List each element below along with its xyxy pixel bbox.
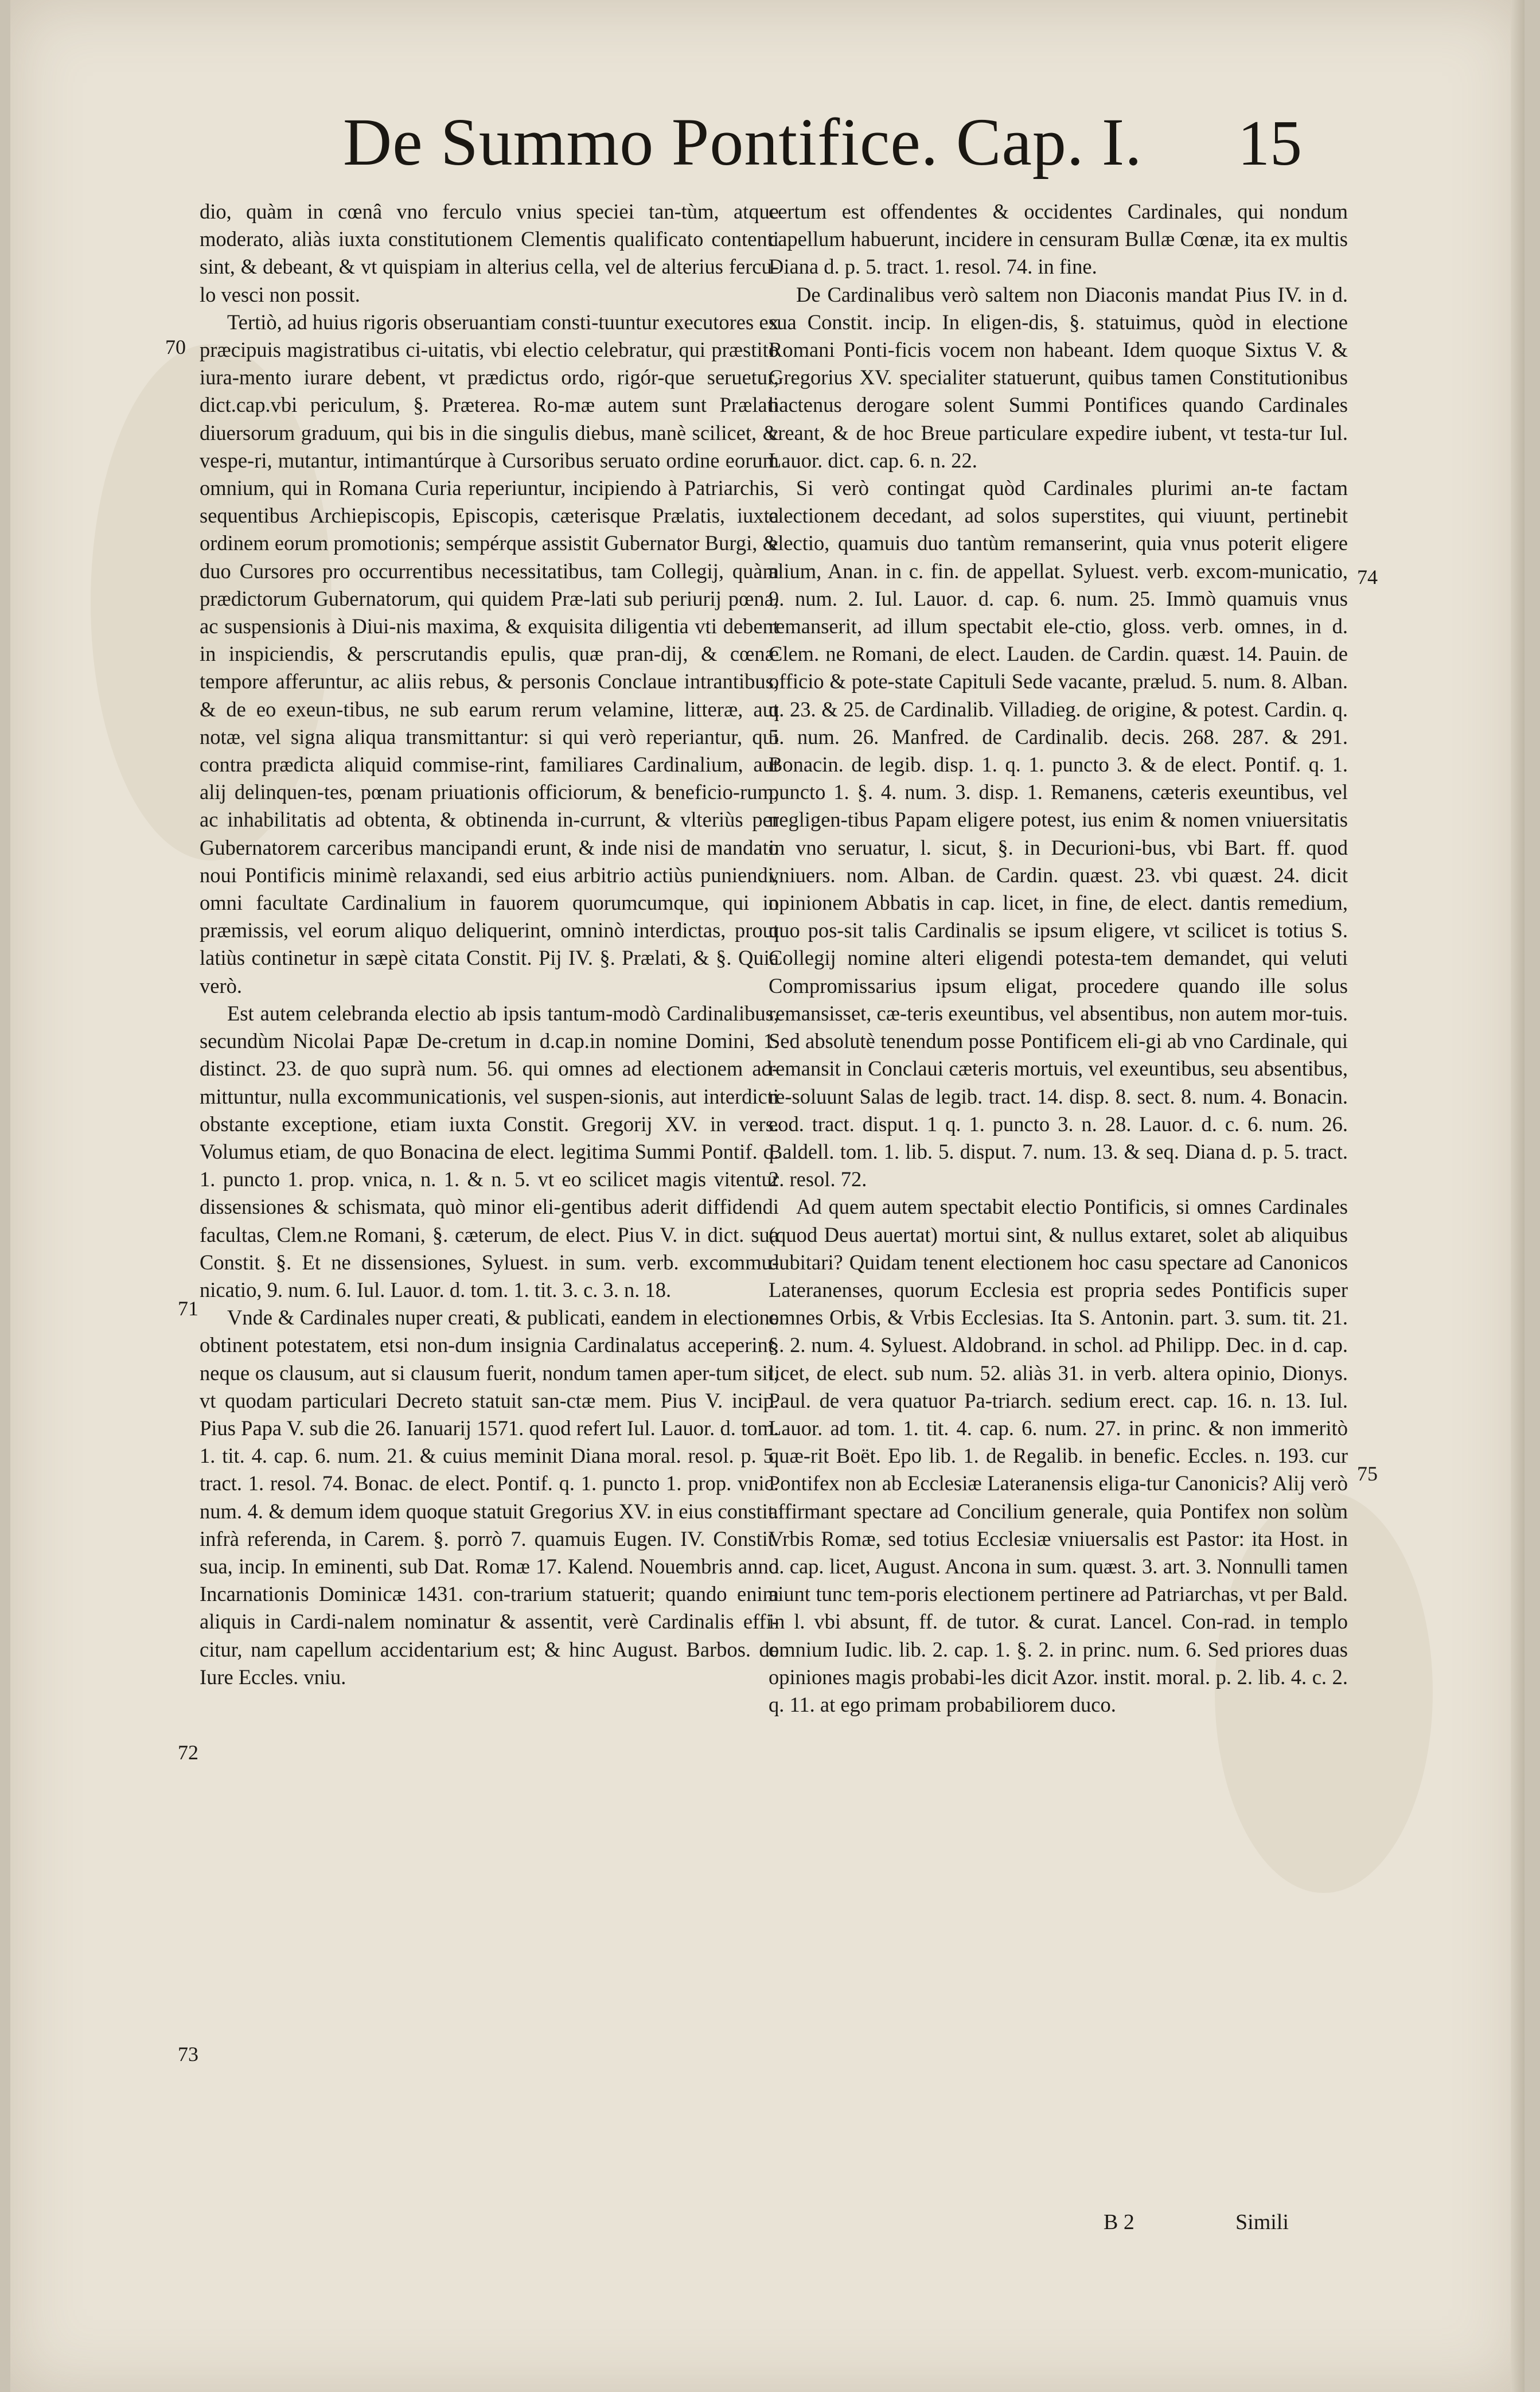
margin-number: 74: [1357, 566, 1378, 589]
paragraph: Si verò contingat quòd Cardinales plurimi an-te factam electionem decedant, ad solos superstites, qui viuunt, pertinebit electio, quamuis duo tantùm remanserint, quia vnus poterit eligere alium, Anan. in c. fin. de appellat. Syluest. verb. excom-municatio, 9. num. 2. Iul. Lauor. d. cap. 6. num. 25. Immò quamuis vnus remanserit, ad illum spectabit ele-ctio, gloss. verb. omnes, in d. Clem. ne Romani, de elect. Lauden. de Cardin. quæst. 14. Pauin. de officio & pote-state Capituli Sede vacante, prælud. 5. num. 8. Alban. q. 23. & 25. de Cardinalib. Villadieg. de origine, & potest. Cardin. q. 5. num. 26. Manfred. de Cardinalib. decis. 268. 287. & 291. Bonacin. de legib. disp. 1. q. 1. puncto 3. & de elect. Pontif. q. 1. puncto 1. §. 4. num. 3. disp. 1. Remanens, cæteris exeuntibus, vel negligen-tibus Papam eligere potest, ius enim & nomen vniuersitatis in vno seruatur, l. sicut, §. in Decurioni-bus, vbi Bart. ff. quod vniuers. nom. Alban. de Cardin. quæst. 23. vbi quæst. 24. dicit opinionem Abbatis in cap. licet, in fine, de elect. dantis remedium, quo pos-sit talis Cardinalis se ipsum eligere, vt scilicet is totius S. Collegij nomine alteri eligendi potesta-tem demandet, qui veluti Compromissarius ipsum eligat, procedere quando ille solus remansisset, cæ-teris exeuntibus, vel absentibus, non autem mor-tuis. Sed absolutè tenendum posse Pontificem eli-gi ab vno Cardinale, qui remansit in Conclaui cæteris mortuis, vel exeuntibus, seu absentibus, re-soluunt Salas de legib. tract. 14. disp. 8. sect. 8. num. 4. Bonacin. eod. tract. disput. 1 q. 1. puncto 3. n. 28. Lauor. d. c. 6. num. 26. Baldell. tom. 1. lib. 5. disput. 7. num. 13. & seq. Diana d. p. 5. tract. 2. resol. 72.: [769, 476, 1348, 1191]
paragraph: Tertiò, ad huius rigoris obseruantiam consti-tuuntur executores ex præcipuis magistratibus ci-uitatis, vbi electio celebratur, qui præstito iura-mento iurare debent, vt prædictus ordo, rigór-que seruetur, dict.cap.vbi periculum, §. Præterea. Ro-mæ autem sunt Prælati diuersorum graduum, qui bis in die singulis diebus, manè scilicet, & vespe-ri, mutantur, intimantúrque à Cursoribus seruato ordine eorum omnium, qui in Romana Curia reperiuntur, incipiendo à Patriarchis, sequentibus Archiepiscopis, Episcopis, cæterisque Prælatis, iuxta ordinem eorum promotionis; sempérque assistit Gubernator Burgi, & duo Cursores pro occurrentibus necessitatibus, tam Collegij, quàm prædictorum Gubernatorum, qui quidem Præ-lati sub periurij pœna, ac suspensionis à Diui-nis maxima, & exquisita diligentia vti debent in inspiciendis, & perscrutandis epulis, quæ pran-dij, & cœnæ tempore afferuntur, ac aliis rebus, & personis Conclaue intrantibus, & de eo exeun-tibus, ne sub earum rerum velamine, litteræ, aut notæ, vel signa aliqua transmittantur: si qui verò reperiantur, qui contra prædicta aliquid commise-rint, familiares Cardinalium, aut alij delinquen-tes, pœnam priuationis officiorum, & beneficio-rum, ac inhabilitatis ad obtenta, & obtinenda in-currunt, & vlteriùs per Gubernatorem carceribus mancipandi erunt, & inde nisi de mandato noui Pontificis minimè relaxandi, sed eius arbitrio actiùs puniendi, omni facultate Cardinalium in fauorem quorumcumque, qui in præmissis, vel eorum aliquo deliquerint, omninò interdictas, prout latiùs continetur in sæpè citata Constit. Pij IV. §. Prælati, & §. Quia verò.: [200, 310, 779, 998]
margin-number: 71: [178, 1297, 198, 1320]
left-column: [200, 198, 779, 1691]
margin-number: 72: [178, 1741, 198, 1764]
paragraph: Est autem celebranda electio ab ipsis tantum-modò Cardinalibus, secundùm Nicolai Papæ De-cretum in d.cap.in nomine Domini, 1. distinct. 23. de quo suprà num. 56. qui omnes ad electionem ad-mittuntur, nulla excommunicationis, vel suspen-sionis, aut interdicti obstante exceptione, etiam iuxta Constit. Gregorij XV. in vers. Volumus etiam, de quo Bonacina de elect. legitima Summi Pontif. q. 1. puncto 1. prop. vnica, n. 1. & n. 5. vt eo scilicet magis vitentur dissensiones & schismata, quò minor eli-gentibus aderit diffidendi facultas, Clem.ne Romani, §. cæterum, de elect. Pius V. in dict. sua Constit. §. Et ne dissensiones, Syluest. in sum. verb. excommu-nicatio, 9. num. 6. Iul. Lauor. d. tom. 1. tit. 3. c. 3. n. 18.: [200, 1001, 779, 1302]
page-edge: [1511, 0, 1525, 2392]
paragraph: Ad quem autem spectabit electio Pontificis, si omnes Cardinales (quod Deus auertat) mortui sint, & nullus extaret, solet ab aliquibus dubitari? Quidam tenent electionem hoc casu spectare ad Canonicos Lateranenses, quorum Ecclesia est propria sedes Pontificis super omnes Orbis, & Vrbis Ecclesias. Ita S. Antonin. part. 3. sum. tit. 21. §. 2. num. 4. Syluest. Aldobrand. in schol. ad Philipp. Dec. in d. cap. licet, de elect. sub num. 52. aliàs 31. in verb. altera opinio, Dionys. Paul. de vera quatuor Pa-triarch. sedium erect. cap. 16. n. 13. Iul. Lauor. ad tom. 1. tit. 4. cap. 6. num. 27. in princ. & non immeritò quæ-rit Boët. Epo lib. 1. de Regalib. in benefic. Eccles. n. 193. cur Pontifex non ab Ecclesiæ Lateranensis eliga-tur Canonicis? Alij verò affirmant spectare ad Concilium generale, quia Pontifex non solùm Vrbis Romæ, sed totius Ecclesiæ vniuersalis est Pastor: ita Host. in d. cap. licet, August. Ancona in sum. quæst. 3. art. 3. Nonnulli tamen aiunt tunc tem-poris electionem pertinere ad Patriarchas, vt per Bald. in l. vbi absunt, ff. de tutor. & curat. Lancel. Con-rad. in templo omnium Iudic. lib. 2. cap. 1. §. 2. in princ. num. 6. Sed priores duas opiniones magis probabi-les dicit Azor. instit. moral. p. 2. lib. 4. c. 2. q. 11. at ego primam probabiliorem duco.: [769, 1195, 1348, 1716]
right-column: [769, 198, 1348, 1719]
margin-number: 75: [1357, 1462, 1378, 1485]
margin-number: 73: [178, 2043, 198, 2066]
paragraph: dio, quàm in cœnâ vno ferculo vnius speciei tan-tùm, atque moderato, aliàs iuxta constitutionem Clementis qualificato contenti sint, & debeant, & vt quispiam in alterius cella, vel de alterius fercu-lo vesci non possit.: [200, 200, 779, 306]
book-page: [10, 0, 1525, 2392]
margin-number: 70: [165, 336, 186, 359]
paragraph: Vnde & Cardinales nuper creati, & publicati, eandem in electione obtinent potestatem, etsi non-dum insignia Cardinalatus acceperint, neque os clausum, aut si clausum fuerit, nondum tamen aper-tum sit, vt quodam particulari Decreto statuit san-ctæ mem. Pius V. incip. Pius Papa V. sub die 26. Ianuarij 1571. quod refert Iul. Lauor. d. tom. 1. tit. 4. cap. 6. num. 21. & cuius meminit Diana moral. resol. p. 5. tract. 1. resol. 74. Bonac. de elect. Pontif. q. 1. puncto 1. prop. vnic. num. 4. & demum idem quoque statuit Gregorius XV. in eius constit. infrà referenda, in Carem. §. porrò 7. quamuis Eugen. IV. Constit. sua, incip. In eminenti, sub Dat. Romæ 17. Kalend. Nouembris anno Incarnationis Dominicæ 1431. con-trarium statuerit; quando enim aliquis in Cardi-nalem nominatur & assentit, verè Cardinalis effi-citur, nam capellum accidentarium est; & hinc August. Barbos. de Iure Eccles. vniu.: [200, 1306, 779, 1689]
page-number: 15: [1238, 108, 1302, 179]
signature-mark: B 2: [1104, 2210, 1134, 2234]
paragraph: De Cardinalibus verò saltem non Diaconis mandat Pius IV. in d. sua Constit. incip. In eligen-dis, §. statuimus, quòd in electione Romani Ponti-ficis vocem non habeant. Idem quoque Sixtus V. & Gregorius XV. specialiter statuerunt, quibus tamen Constitutionibus hactenus derogare solent Summi Pontifices quando Cardinales creant, & de hoc Breue particulare expedire iubent, vt testa-tur Iul. Lauor. dict. cap. 6. n. 22.: [769, 282, 1348, 472]
catchword: Simili: [1235, 2210, 1289, 2234]
page-title: De Summo Pontifice. Cap. I.: [343, 104, 1143, 180]
running-head: [343, 103, 1318, 189]
paragraph: certum est offendentes & occidentes Cardinales, qui nondum capellum habuerunt, incidere in censuram Bullæ Cœnæ, ita ex multis Diana d. p. 5. tract. 1. resol. 74. in fine.: [769, 200, 1348, 279]
